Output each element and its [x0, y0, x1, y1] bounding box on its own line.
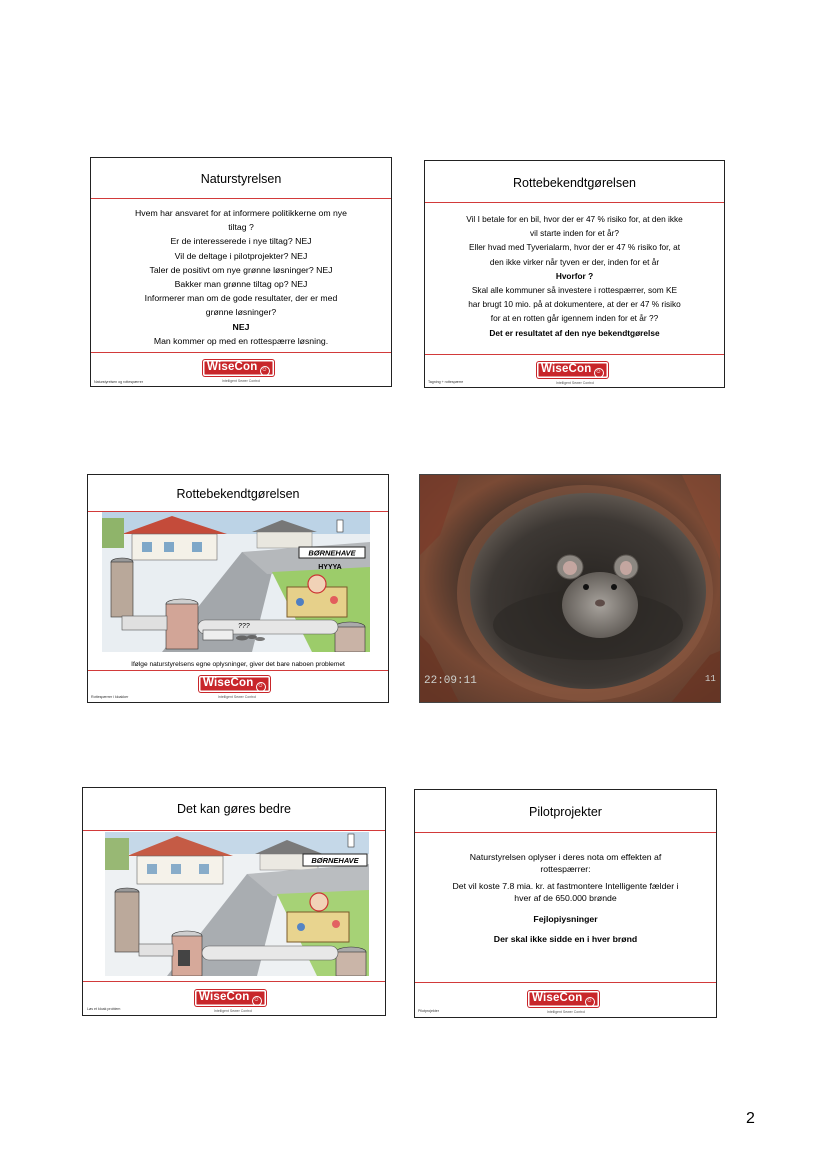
seal-icon: ☺ [260, 366, 270, 376]
logo-tagline: Intelligent Sewer Control [217, 695, 257, 699]
body-line: Eller hvad med Tyverialarm, hvor der er 47 % risiko for, at [468, 242, 681, 253]
rat-in-pipe-photo [420, 475, 721, 703]
sewer-cartoon-illustration [102, 512, 370, 652]
question-marks-text: ??? [238, 623, 250, 630]
body-line: Vil de deltage i pilotprojekter? NEJ [174, 250, 308, 261]
body-line: Det er resultatet af den nye bekendtgørelse [489, 327, 660, 338]
body-line: Man kommer op med en rottespærre løsning. [153, 335, 329, 346]
seal-icon: ☺ [252, 996, 262, 1006]
child-shout-text: HYYYA [318, 564, 342, 571]
body-line: Det vil koste 7.8 mia. kr. at fastmontere Intelligente fælder i [452, 881, 679, 891]
page-number: 2 [746, 1110, 755, 1127]
wisecon-logo: WiseCon ☺ [195, 990, 266, 1006]
slide-footer: Naturstyrelsen og rottespærrer [94, 380, 143, 384]
footer-rule [91, 352, 391, 353]
logo-tagline: Intelligent Sewer Control [213, 1009, 253, 1013]
wisecon-logo: WiseCon ☺ [203, 360, 274, 376]
body-line: Er de interesserede i nye tiltag? NEJ [170, 236, 312, 247]
photo-timestamp: 22:09:11 [424, 675, 477, 687]
slide-det-kan-gores-bedre [82, 787, 386, 1016]
title-rule [91, 198, 391, 199]
slide-footer: Rottespærrer i kloakker [91, 695, 129, 699]
sign-text: BØRNEHAVE [311, 856, 359, 865]
slide-title: Det kan gøres bedre [177, 802, 291, 816]
body-line: hver af de 650.000 brønde [514, 893, 617, 903]
body-line: rottespærrer: [540, 864, 591, 874]
wisecon-logo: WiseCon ☺ [199, 676, 270, 692]
footer-rule [88, 670, 388, 671]
title-rule [83, 830, 385, 831]
slide-naturstyrelsen [90, 157, 392, 387]
logo-tagline: Intelligent Sewer Control [546, 1010, 586, 1014]
body-line: for at en rotten går igennem inden for et år ?? [490, 313, 659, 324]
logo-tagline: Intelligent Sewer Control [221, 379, 261, 383]
slide-footer: Løs et kloak problem [87, 1007, 121, 1011]
body-line: Der skal ikke sidde en i hver brønd [493, 934, 638, 944]
body-line: Informerer man om de gode resultater, der er med [144, 293, 338, 304]
slide-rottebekendtgorelsen-illustration [87, 474, 389, 703]
slide-body [97, 206, 385, 348]
footer-rule [415, 982, 716, 983]
body-line: den ikke virker når tyven er der, inden for et år [489, 256, 660, 267]
footer-rule [83, 981, 385, 982]
slide-footer: Tagning + rottespærre [428, 380, 464, 384]
body-line: Taler de positivt om nye grønne løsninger? NEJ [149, 264, 333, 275]
slide-body [431, 212, 718, 340]
wisecon-logo: WiseCon ☺ [528, 991, 599, 1007]
body-line: har brugt 10 mio. på at dokumentere, at der er 47 % risiko [468, 299, 681, 310]
body-line: Fejlopiysninger [533, 914, 598, 924]
body-line: grønne løsninger? [205, 307, 277, 318]
body-line: vil starte inden for et år? [529, 228, 619, 239]
slide-rat-in-pipe-photo [419, 474, 721, 703]
slide-title: Pilotprojekter [529, 805, 602, 819]
slide-title: Rottebekendtgørelsen [513, 176, 636, 190]
body-line: Skal alle kommuner så investere i rottespærrer, som KE [471, 285, 678, 296]
body-line: Naturstyrelsen oplyser i deres nota om effekten af [469, 852, 662, 862]
body-line: Vil I betale for en bil, hvor der er 47 % risiko for, at den ikke [466, 214, 683, 224]
slide-title: Rottebekendtgørelsen [176, 487, 300, 501]
logo-tagline: Intelligent Sewer Control [555, 381, 595, 385]
sign-text: BØRNEHAVE [308, 548, 356, 558]
slide-title: Naturstyrelsen [200, 172, 282, 186]
seal-icon: ☺ [594, 368, 604, 378]
sewer-cartoon-improved-illustration [105, 832, 369, 976]
seal-icon: ☺ [256, 682, 266, 692]
illustration-caption: Ifølge naturstyrelsens egne oplysninger, giver det bare naboen problemet [131, 661, 345, 668]
body-line: Hvorfor ? [555, 270, 594, 281]
wisecon-logo: WiseCon ☺ [537, 362, 608, 378]
body-line: tiltag ? [228, 222, 254, 233]
slide-body [421, 851, 710, 945]
body-line: Bakker man grønne tiltag op? NEJ [174, 279, 308, 290]
slide-footer: Pilotprojekter [418, 1009, 439, 1013]
slide-pilotprojekter [414, 789, 717, 1018]
photo-timestamp-right: 11 [705, 674, 716, 684]
title-rule [415, 832, 716, 833]
body-line: Hvem har ansvaret for at informere politikkerne om nye [135, 208, 347, 218]
seal-icon: ☺ [585, 997, 595, 1007]
footer-rule [425, 354, 724, 355]
body-line: NEJ [232, 321, 250, 332]
slide-rottebekendtgorelsen-text [424, 160, 725, 388]
title-rule [425, 202, 724, 203]
